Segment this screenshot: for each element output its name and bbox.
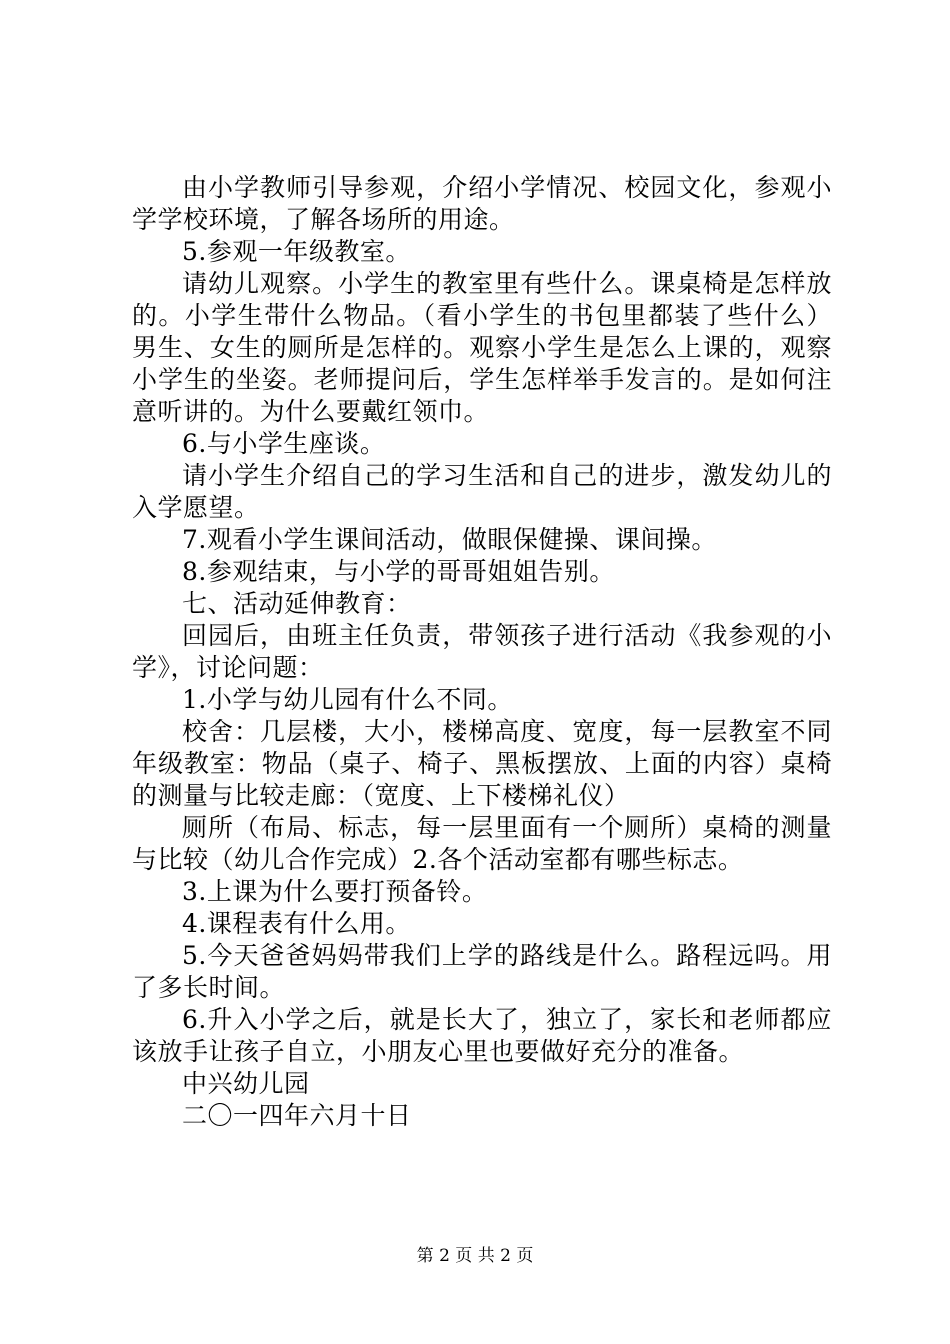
signature-organization: 中兴幼儿园	[182, 1069, 310, 1098]
paragraph: 4.课程表有什么用。	[182, 909, 411, 938]
document-body	[132, 172, 832, 1132]
paragraph: 8.参观结束，与小学的哥哥姐姐告别。	[182, 557, 615, 586]
paragraph: 校舍：几层楼，大小，楼梯高度、宽度，每一层教室不同年级教室：物品（桌子、椅子、黑板摆放、上面的内容）桌椅的测量与比较走廊：（宽度、上下楼梯礼仪）	[132, 717, 832, 810]
paragraph: 请小学生介绍自己的学习生活和自己的进步，激发幼儿的入学愿望。	[132, 461, 832, 522]
paragraph: 7.观看小学生课间活动，做眼保健操、课间操。	[182, 525, 717, 554]
paragraph: 6.升入小学之后，就是长大了，独立了，家长和老师都应该放手让孩子自立，小朋友心里也要做好充分的准备。	[132, 1005, 832, 1066]
paragraph: 6.与小学生座谈。	[182, 429, 386, 458]
paragraph: 3.上课为什么要打预备铃。	[182, 877, 488, 906]
signature-date: 二〇一四年六月十日	[182, 1101, 412, 1130]
paragraph: 5.今天爸爸妈妈带我们上学的路线是什么。路程远吗。用了多长时间。	[132, 941, 832, 1002]
paragraph: 回园后，由班主任负责，带领孩子进行活动《我参观的小学》，讨论问题：	[132, 621, 832, 682]
paragraph: 5.参观一年级教室。	[182, 237, 411, 266]
section-heading: 七、活动延伸教育：	[182, 589, 412, 618]
paragraph: 厕所（布局、标志，每一层里面有一个厕所）桌椅的测量与比较（幼儿合作完成）2.各个活动室都有哪些标志。	[132, 813, 832, 874]
paragraph: 1.小学与幼儿园有什么不同。	[182, 685, 513, 714]
paragraph: 请幼儿观察。小学生的教室里有些什么。课桌椅是怎样放的。小学生带什么物品。（看小学生的书包里都装了些什么）男生、女生的厕所是怎样的。观察小学生是怎么上课的，观察小学生的坐姿。老师提问后，学生怎样举手发言的。是如何注意听讲的。为什么要戴红领巾。	[132, 269, 832, 426]
page-footer: 第 2 页 共 2 页	[416, 1246, 534, 1266]
paragraph: 由小学教师引导参观，介绍小学情况、校园文化，参观小学学校环境，了解各场所的用途。	[132, 173, 832, 234]
